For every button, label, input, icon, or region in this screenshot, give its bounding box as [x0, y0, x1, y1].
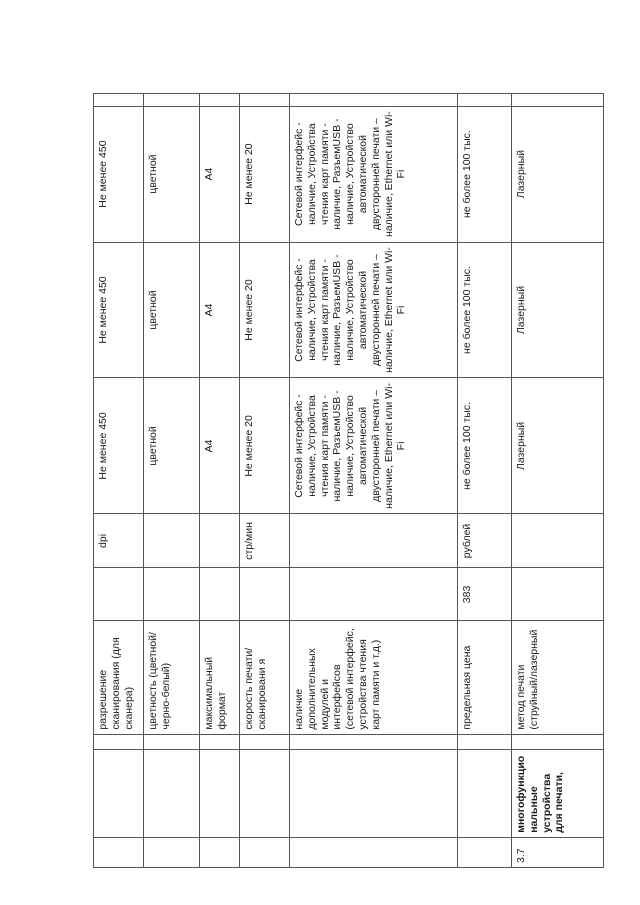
value-cell-1: Сетевой интерфейс - наличие, Устройства чтения карт памяти - наличие, РазъемUSB - наличие, Устройство автоматической двусторонней печати – наличие, Ethernet или Wi-Fi: [290, 378, 458, 514]
unit-cell: [200, 514, 240, 568]
value-cell-1: Не менее 20: [240, 378, 290, 514]
value-cell-3: Не менее 450: [94, 106, 144, 242]
characteristic-name: метод печати (струйный/лазерный: [512, 621, 604, 734]
item-name-cell: [200, 749, 240, 837]
rotated-table-page: [93, 93, 603, 868]
table-row: [144, 94, 200, 868]
code-cell: [144, 568, 200, 621]
table-row: [94, 94, 144, 868]
value-cell-3: цветной: [144, 106, 200, 242]
value-cell-1: А4: [200, 378, 240, 514]
value-cell-2: А4: [200, 242, 240, 378]
blank-cell: [240, 734, 290, 749]
item-name-cell: [240, 749, 290, 837]
code-cell: [200, 568, 240, 621]
item-name-cell: [290, 749, 458, 837]
item-name-cell: [458, 749, 512, 837]
unit-cell: dpi: [94, 514, 144, 568]
blank-cell: [200, 734, 240, 749]
characteristic-name: предельная цена: [458, 621, 512, 734]
value-cell-2: не более 100 тыс.: [458, 242, 512, 378]
table-row: [240, 94, 290, 868]
code-cell: [290, 568, 458, 621]
row-number-cell: [200, 837, 240, 867]
characteristic-name: цветность (цветной/черно-белый): [144, 621, 200, 734]
edge-cell: [512, 94, 604, 107]
code-cell: [512, 568, 604, 621]
item-name-cell: [144, 749, 200, 837]
row-number-cell: [240, 837, 290, 867]
blank-cell: [144, 734, 200, 749]
table-row: [512, 94, 604, 868]
edge-cell: [290, 94, 458, 107]
value-cell-3: Сетевой интерфейс - наличие, Устройства чтения карт памяти - наличие, РазъемUSB - наличие, Устройство автоматической двусторонней печати – наличие, Ethernet или Wi-Fi: [290, 106, 458, 242]
characteristic-name: наличие дополнительных модулей и интерфейсов (сетевой интерфейс, устройства чтения карт памяти и т.д.): [290, 621, 458, 734]
edge-cell: [458, 94, 512, 107]
unit-cell: стр/мин: [240, 514, 290, 568]
row-number-cell: [458, 837, 512, 867]
blank-cell: [94, 734, 144, 749]
value-cell-1: цветной: [144, 378, 200, 514]
value-cell-1: Не менее 450: [94, 378, 144, 514]
value-cell-3: Лазерный: [512, 106, 604, 242]
blank-cell: [512, 734, 604, 749]
edge-cell: [144, 94, 200, 107]
value-cell-1: не более 100 тыс.: [458, 378, 512, 514]
code-cell: [240, 568, 290, 621]
characteristic-name: скорость печати/сканировани я: [240, 621, 290, 734]
value-cell-2: цветной: [144, 242, 200, 378]
value-cell-3: не более 100 тыс.: [458, 106, 512, 242]
value-cell-3: А4: [200, 106, 240, 242]
unit-cell: [512, 514, 604, 568]
value-cell-1: Лазерный: [512, 378, 604, 514]
item-name-cell: [94, 749, 144, 837]
row-number-cell: [290, 837, 458, 867]
blank-cell: [290, 734, 458, 749]
requirements-table: [93, 93, 604, 868]
unit-cell: рублей: [458, 514, 512, 568]
edge-cell: [94, 94, 144, 107]
code-cell: [94, 568, 144, 621]
row-number-cell: [144, 837, 200, 867]
code-cell: 383: [458, 568, 512, 621]
value-cell-2: Лазерный: [512, 242, 604, 378]
unit-cell: [290, 514, 458, 568]
value-cell-2: Сетевой интерфейс - наличие, Устройства чтения карт памяти - наличие, РазъемUSB - наличие, Устройство автоматической двусторонней печати – наличие, Ethernet или Wi-Fi: [290, 242, 458, 378]
edge-cell: [240, 94, 290, 107]
value-cell-3: Не менее 20: [240, 106, 290, 242]
edge-cell: [200, 94, 240, 107]
table-row: [290, 94, 458, 868]
table-row: [458, 94, 512, 868]
unit-cell: [144, 514, 200, 568]
value-cell-2: Не менее 20: [240, 242, 290, 378]
value-cell-2: Не менее 450: [94, 242, 144, 378]
characteristic-name: разрешение сканирования (для сканера): [94, 621, 144, 734]
table-row: [200, 94, 240, 868]
blank-cell: [458, 734, 512, 749]
item-name-cell: многофункциональные устройства для печати,: [512, 749, 604, 837]
characteristic-name: максимальный формат: [200, 621, 240, 734]
row-number-cell: 3.7: [512, 837, 604, 867]
row-number-cell: [94, 837, 144, 867]
